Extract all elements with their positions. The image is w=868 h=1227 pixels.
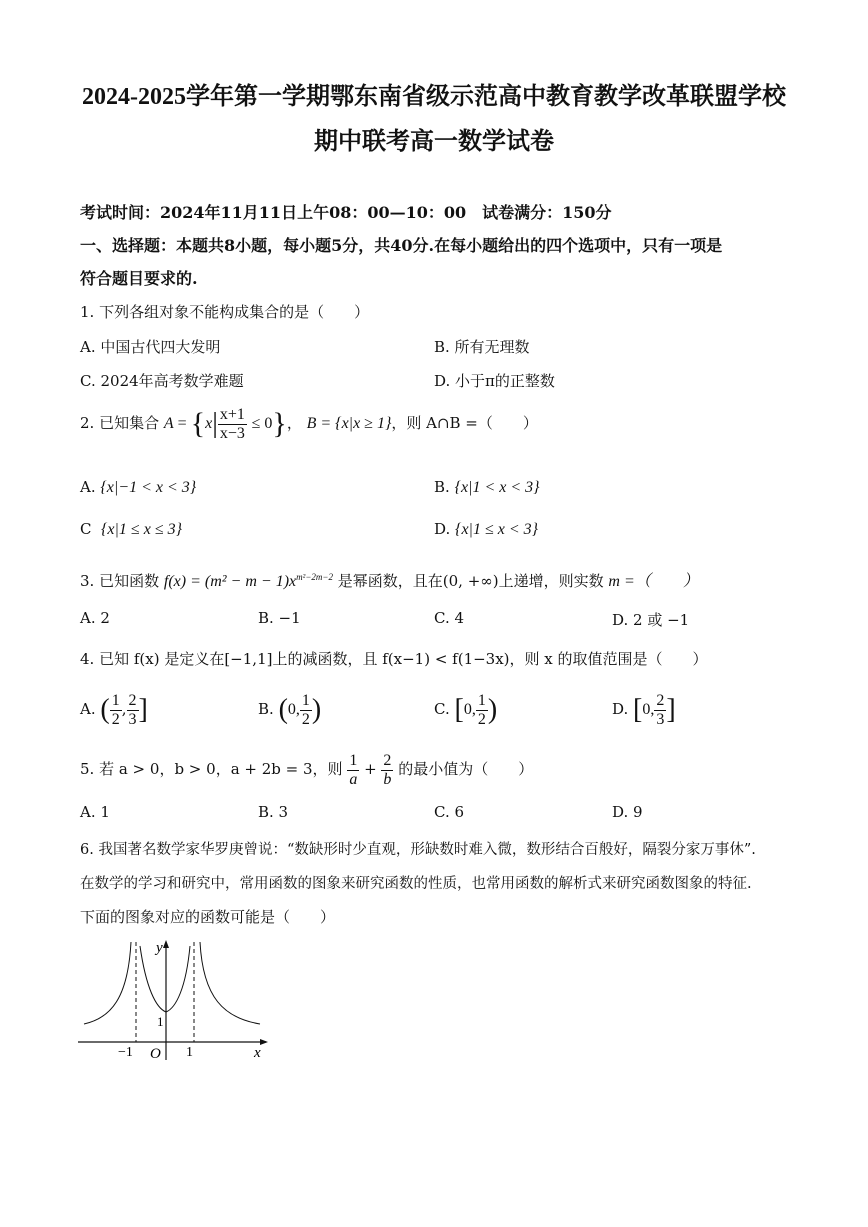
question-1-option-c: C. 2024年高考数学难题: [80, 372, 244, 390]
question-1-option-a: A. 中国古代四大发明: [80, 338, 221, 356]
question-2-option-c: C {x|1 ≤ x ≤ 3}: [80, 520, 182, 538]
question-2-prefix: 2. 已知集合: [80, 414, 160, 433]
curve-left: [84, 942, 131, 1024]
question-4-option-d: D. [0, $\frac{2}{3}$ ]: [612, 692, 676, 728]
question-3-option-c: C. 4: [434, 609, 465, 627]
curve-right: [200, 942, 260, 1024]
question-5-option-d: D. 9: [612, 803, 643, 821]
origin-label: O: [150, 1046, 161, 1062]
question-3-stem: 3. 已知函数 $f(x) = (m^2 - m - 1)x^{m^2-2m-2}$ 是幂函数，且在(0, +∞)上递增，则实数 m =（ ）: [80, 572, 699, 590]
question-4-option-b: B. (0, $\frac{1}{2}$ ): [258, 692, 322, 728]
question-5-option-b: B. 3: [258, 803, 289, 821]
y-label: y: [156, 940, 163, 956]
title-line-1: 2024-2025学年第一学期鄂东南省级示范高中教育教学改革联盟学校: [82, 84, 786, 110]
question-6-line-1: 6. 我国著名数学家华罗庚曾说：“数缺形时少直观，形缺数时难入微，数形结合百般好，隔裂分家万事休”.: [80, 842, 756, 858]
question-1-option-d: D. 小于π的正整数: [434, 372, 555, 390]
question-5-option-c: C. 6: [434, 803, 465, 821]
question-6-line-3: 下面的图象对应的函数可能是（ ）: [80, 908, 336, 926]
curve-middle: [140, 946, 190, 1012]
question-4-option-a: A. ( $\frac{1}{2}$ , $\frac{2}{3}$ ]: [80, 692, 148, 728]
question-5-stem: 5. 若 a > 0，b > 0，a + 2b = 3，则 $\frac{1}{a}$ + $\frac{2}{b}$ 的最小值为（ ）: [80, 752, 534, 788]
exam-info: 考试时间：2024年11月11日上午08：00—10：00 试卷满分：150分: [80, 203, 612, 222]
question-3-function: f(x) = (m² − m − 1)x: [163, 573, 297, 590]
question-3-option-a: A. 2: [80, 609, 110, 627]
question-1-stem: 1. 下列各组对象不能构成集合的是（ ）: [80, 303, 370, 321]
question-6-line-2: 在数学的学习和研究中，常用函数的图象来研究函数的性质，也常用函数的解析式来研究函数图象的特征.: [80, 876, 752, 892]
question-2-stem: 2. 已知集合 A = {x| $\frac{x+1}{x-3}$ ≤ 0}， B = {x|x ≥ 1}，则 A∩B =（ ）: [80, 406, 538, 442]
section-heading-line-1: 一、选择题：本题共8小题，每小题5分，共40分.在每小题给出的四个选项中，只有一项是: [80, 236, 723, 255]
function-graph: [76, 938, 276, 1063]
question-3-option-d: D. 2 或 −1: [612, 611, 690, 629]
question-1-option-b: B. 所有无理数: [434, 338, 530, 356]
question-4-option-c: C. [0, $\frac{1}{2}$ ): [434, 692, 498, 728]
x-label: x: [254, 1045, 261, 1061]
question-2-fraction: $\frac{x+1}{x-3}$: [219, 406, 245, 442]
question-2-set-b: B = {x|x ≥ 1}: [306, 415, 392, 433]
question-2-option-d: D. {x|1 ≤ x < 3}: [434, 520, 539, 538]
question-2-option-b: B. {x|1 < x < 3}: [434, 478, 540, 496]
question-5-option-a: A. 1: [80, 803, 110, 821]
question-3-option-b: B. −1: [258, 609, 301, 627]
question-4-stem: 4. 已知 f(x) 是定义在[−1,1]上的减函数，且 f(x−1) < f(1−3x)，则 x 的取值范围是（ ）: [80, 650, 708, 668]
y-tick-1: 1: [157, 1014, 164, 1029]
title-line-2: 期中联考高一数学试卷: [314, 129, 554, 155]
tick-neg-1: −1: [118, 1045, 133, 1060]
section-heading-line-2: 符合题目要求的.: [80, 269, 198, 288]
question-2-option-a: A. {x|−1 < x < 3}: [80, 478, 197, 496]
tick-1: 1: [186, 1045, 193, 1060]
